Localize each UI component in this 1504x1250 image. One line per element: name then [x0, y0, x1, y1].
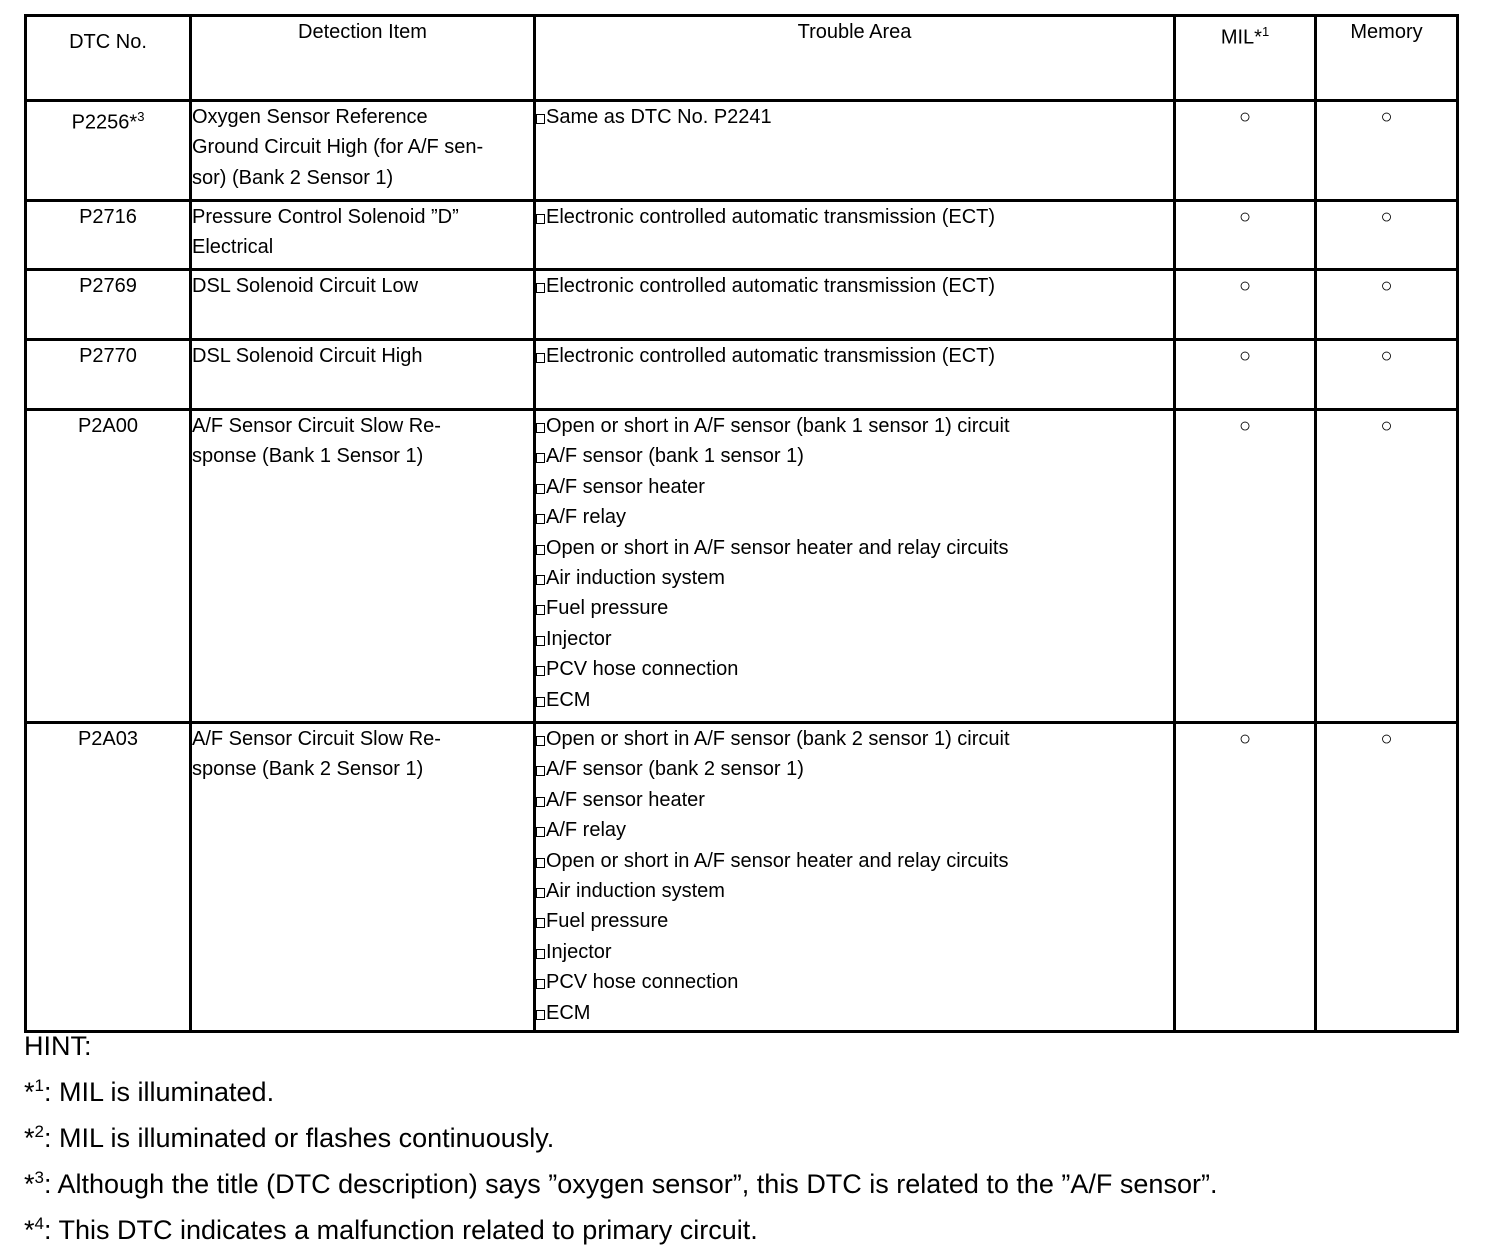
trouble-area-cell [535, 340, 1175, 410]
dtc-code: P2A03 [77, 728, 139, 750]
table-row [26, 410, 1458, 723]
bullet-box-icon [536, 214, 545, 224]
detection-item-line: A/F Sensor Circuit Slow Re- [192, 728, 441, 750]
memory-indicator-cell [1316, 723, 1458, 1032]
bullet-box-icon [536, 697, 545, 707]
footnote [24, 1112, 1484, 1158]
trouble-area-item [536, 593, 1173, 623]
bullet-box-icon [536, 797, 545, 807]
trouble-area-text: Same as DTC No. P2241 [546, 106, 772, 128]
detection-item-line: sor) (Bank 2 Sensor 1) [192, 166, 394, 189]
dtc-code: P2770 [79, 345, 137, 367]
mil-indicator-cell [1175, 101, 1316, 201]
dtc-code: P2256* [71, 111, 138, 134]
trouble-area-text: Air induction system [546, 880, 725, 903]
trouble-area-item [536, 785, 1173, 815]
mil-indicator-cell [1175, 270, 1316, 340]
circle-icon: ○ [1380, 206, 1393, 228]
circle-icon: ○ [1380, 415, 1393, 437]
circle-icon: ○ [1238, 275, 1252, 297]
bullet-box-icon [536, 979, 545, 989]
trouble-area-item [536, 754, 1173, 784]
dtc-table [24, 14, 1459, 1033]
detection-item-cell [191, 723, 535, 1032]
circle-icon: ○ [1238, 415, 1252, 437]
detection-item-cell [191, 201, 535, 270]
bullet-box-icon [536, 353, 545, 363]
trouble-area-text: A/F relay [546, 819, 627, 842]
trouble-area-cell [535, 723, 1175, 1032]
footnote-text: : This DTC indicates a malfunction related to primary circuit. [43, 1215, 758, 1245]
memory-indicator-cell [1316, 340, 1458, 410]
trouble-area-text: Open or short in A/F sensor (bank 1 sensor 1) circuit [546, 415, 1010, 437]
circle-icon: ○ [1238, 728, 1252, 750]
circle-icon: ○ [1238, 106, 1252, 128]
memory-indicator-cell [1316, 201, 1458, 270]
circle-icon: ○ [1380, 275, 1393, 297]
dtc-code-footnote: 3 [137, 109, 145, 124]
mil-indicator-cell [1175, 201, 1316, 270]
footnote [24, 1158, 1484, 1204]
trouble-area-text: A/F relay [546, 506, 627, 529]
trouble-area-item [536, 441, 1173, 471]
table-header-row [26, 16, 1458, 101]
detection-item-cell [191, 101, 535, 201]
hint-notes [24, 1066, 1484, 1250]
trouble-area-item [536, 876, 1173, 906]
detection-item-line: A/F Sensor Circuit Slow Re- [192, 415, 441, 437]
trouble-area-item [536, 533, 1173, 563]
bullet-box-icon [536, 736, 545, 746]
footnote-number: 1 [34, 1076, 44, 1095]
bullet-box-icon [536, 545, 545, 555]
trouble-area-text: A/F sensor heater [546, 788, 705, 811]
trouble-area-text: Injector [546, 940, 612, 963]
detection-item-line: sponse (Bank 2 Sensor 1) [192, 758, 424, 781]
table-row [26, 723, 1458, 1032]
trouble-area-item [536, 654, 1173, 684]
bullet-box-icon [536, 636, 545, 646]
mil-indicator-cell [1175, 723, 1316, 1032]
trouble-area-item [536, 411, 1173, 441]
dtc-code: P2716 [79, 206, 137, 228]
circle-icon: ○ [1380, 345, 1393, 367]
detection-item-line: sponse (Bank 1 Sensor 1) [192, 445, 424, 468]
mil-indicator-cell [1175, 340, 1316, 410]
footnote-mark: * [24, 1077, 35, 1107]
trouble-area-item [536, 202, 1173, 232]
trouble-area-text: ECM [546, 1001, 591, 1024]
trouble-area-cell [535, 101, 1175, 201]
hint-section [24, 1026, 1484, 1250]
detection-item-line: DSL Solenoid Circuit High [192, 345, 423, 367]
trouble-area-item [536, 937, 1173, 967]
circle-icon: ○ [1380, 728, 1393, 750]
hint-title: HINT: [24, 1031, 92, 1061]
detection-item-line: DSL Solenoid Circuit Low [192, 275, 419, 297]
trouble-area-item [536, 967, 1173, 997]
bullet-box-icon [536, 918, 545, 928]
trouble-area-text: A/F sensor heater [546, 475, 705, 498]
table-row [26, 270, 1458, 340]
memory-indicator-cell [1316, 270, 1458, 340]
footnote-mark: * [24, 1123, 35, 1153]
dtc-code: P2A00 [77, 415, 139, 437]
trouble-area-text: ECM [546, 688, 591, 711]
table-row [26, 340, 1458, 410]
dtc-code-cell [26, 723, 191, 1032]
mil-indicator-cell [1175, 410, 1316, 723]
trouble-area-item [536, 724, 1173, 754]
trouble-area-item [536, 563, 1173, 593]
trouble-area-text: A/F sensor (bank 2 sensor 1) [546, 758, 804, 781]
bullet-box-icon [536, 114, 545, 124]
table-row [26, 201, 1458, 270]
header-dtc-no: DTC No. [26, 16, 191, 101]
footnote [24, 1066, 1484, 1112]
trouble-area-cell [535, 270, 1175, 340]
header-trouble-area: Trouble Area [535, 16, 1175, 101]
trouble-area-item [536, 102, 1173, 132]
bullet-box-icon [536, 827, 545, 837]
bullet-box-icon [536, 283, 545, 293]
trouble-area-text: Air induction system [546, 567, 725, 590]
dtc-code-cell [26, 270, 191, 340]
trouble-area-item [536, 624, 1173, 654]
footnote-number: 4 [34, 1214, 44, 1233]
header-mil [1175, 16, 1316, 101]
bullet-box-icon [536, 423, 545, 433]
dtc-code-cell [26, 340, 191, 410]
bullet-box-icon [536, 514, 545, 524]
dtc-table-body [26, 101, 1458, 1032]
trouble-area-text: Electronic controlled automatic transmission (ECT) [546, 275, 996, 297]
dtc-code-cell [26, 410, 191, 723]
footnote-text: : MIL is illuminated. [43, 1077, 275, 1107]
footnote-mark: * [24, 1169, 35, 1199]
detection-item-cell [191, 270, 535, 340]
bullet-box-icon [536, 484, 545, 494]
header-detection-item: Detection Item [191, 16, 535, 101]
trouble-area-text: Fuel pressure [546, 597, 669, 620]
detection-item-cell [191, 410, 535, 723]
trouble-area-text: PCV hose connection [546, 658, 739, 681]
trouble-area-text: Electronic controlled automatic transmission (ECT) [546, 345, 996, 367]
table-row [26, 101, 1458, 201]
memory-indicator-cell [1316, 410, 1458, 723]
trouble-area-item [536, 341, 1173, 371]
header-mil-footnote: 1 [1261, 24, 1270, 39]
trouble-area-item [536, 998, 1173, 1028]
header-memory: Memory [1316, 16, 1458, 101]
trouble-area-text: PCV hose connection [546, 971, 739, 994]
trouble-area-item [536, 271, 1173, 301]
memory-indicator-cell [1316, 101, 1458, 201]
trouble-area-item [536, 815, 1173, 845]
circle-icon: ○ [1380, 106, 1393, 128]
footnote [24, 1204, 1484, 1250]
trouble-area-item [536, 502, 1173, 532]
trouble-area-item [536, 906, 1173, 936]
circle-icon: ○ [1238, 345, 1252, 367]
trouble-area-text: Open or short in A/F sensor heater and relay circuits [546, 536, 1009, 559]
trouble-area-item [536, 685, 1173, 715]
dtc-code-cell [26, 201, 191, 270]
detection-item-line: Ground Circuit High (for A/F sen- [192, 136, 484, 159]
footnote-number: 3 [34, 1168, 44, 1187]
footnote-number: 2 [34, 1122, 44, 1141]
trouble-area-cell [535, 410, 1175, 723]
trouble-area-text: Open or short in A/F sensor (bank 2 sensor 1) circuit [546, 728, 1010, 750]
circle-icon: ○ [1238, 206, 1252, 228]
bullet-box-icon [536, 666, 545, 676]
detection-item-line: Oxygen Sensor Reference [192, 106, 428, 128]
trouble-area-item [536, 472, 1173, 502]
trouble-area-item [536, 846, 1173, 876]
trouble-area-text: Fuel pressure [546, 910, 669, 933]
bullet-box-icon [536, 858, 545, 868]
bullet-box-icon [536, 949, 545, 959]
detection-item-cell [191, 340, 535, 410]
footnote-mark: * [24, 1215, 35, 1245]
dtc-code: P2769 [79, 275, 137, 297]
trouble-area-text: Open or short in A/F sensor heater and relay circuits [546, 849, 1009, 872]
bullet-box-icon [536, 766, 545, 776]
trouble-area-text: Injector [546, 627, 612, 650]
detection-item-line: Pressure Control Solenoid ”D” [192, 206, 459, 228]
detection-item-line: Electrical [192, 236, 274, 259]
footnote-text: : Although the title (DTC description) says ”oxygen sensor”, this DTC is related to the ”A/F sensor”. [43, 1169, 1218, 1199]
trouble-area-cell [535, 201, 1175, 270]
header-mil-label: MIL* [1220, 26, 1262, 49]
bullet-box-icon [536, 888, 545, 898]
bullet-box-icon [536, 605, 545, 615]
trouble-area-text: Electronic controlled automatic transmission (ECT) [546, 206, 996, 228]
bullet-box-icon [536, 453, 545, 463]
dtc-code-cell [26, 101, 191, 201]
trouble-area-text: A/F sensor (bank 1 sensor 1) [546, 445, 804, 468]
footnote-text: : MIL is illuminated or flashes continuously. [43, 1123, 555, 1153]
bullet-box-icon [536, 575, 545, 585]
bullet-box-icon [536, 1010, 545, 1020]
